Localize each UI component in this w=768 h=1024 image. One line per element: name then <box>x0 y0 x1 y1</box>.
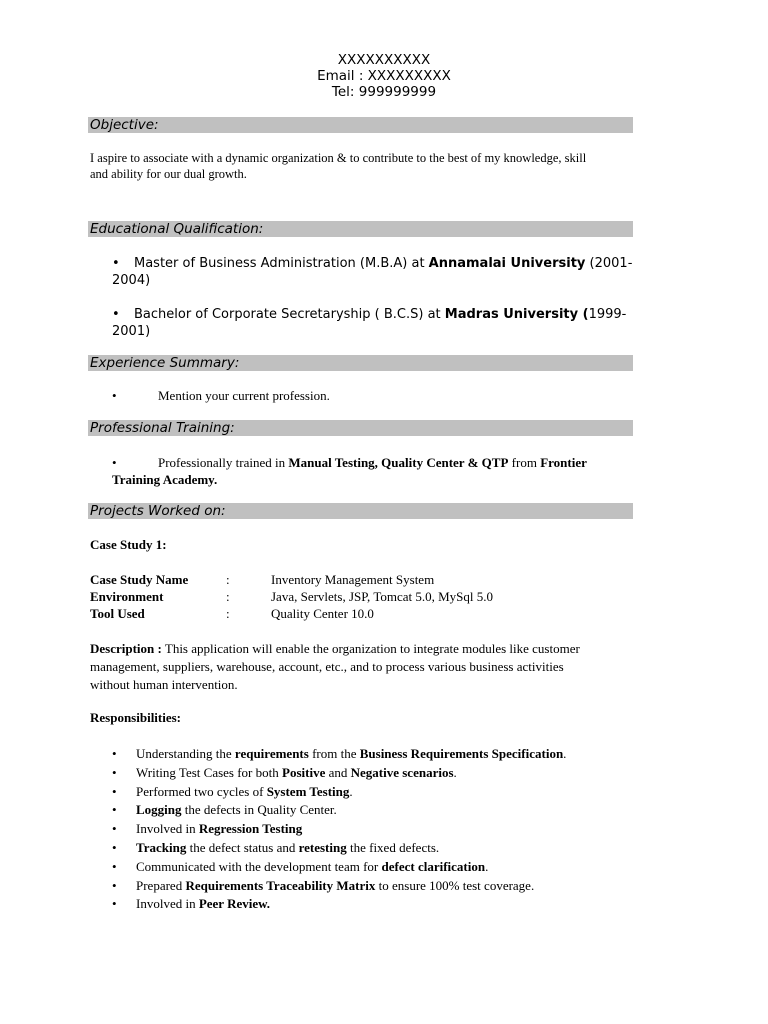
education-item-1 <box>112 255 682 289</box>
responsibilities-title: Responsibilities: <box>90 710 182 725</box>
objective-text <box>90 150 670 182</box>
resp-text: and <box>325 764 351 780</box>
list-item <box>112 801 672 820</box>
bullet-icon: • <box>112 783 117 799</box>
resp-text: Writing Test Cases for both <box>136 764 283 780</box>
resp-text: from the <box>308 746 360 761</box>
resp-bold: Negative scenarios <box>350 764 454 780</box>
candidate-email: Email : XXXXXXXXX <box>317 68 451 84</box>
education-years: 1999- <box>588 307 627 322</box>
section-projects-title: Projects Worked on: <box>88 503 633 519</box>
list-item <box>112 783 672 802</box>
bullet-icon: • <box>112 896 117 912</box>
section-experience-title: Experience Summary: <box>88 355 633 371</box>
description-label: Description : <box>90 641 162 656</box>
resp-bold: retesting <box>298 839 347 855</box>
resp-text: . <box>453 764 457 780</box>
training-institute-cont: Training Academy. <box>112 472 218 487</box>
bullet-icon: • <box>112 388 117 403</box>
education-years: (2001- <box>585 256 633 271</box>
bullet-icon: • <box>112 455 117 470</box>
list-item <box>112 877 672 896</box>
resp-bold: Positive <box>282 764 326 780</box>
resume-header <box>0 52 768 100</box>
resp-text: Understanding the <box>136 746 235 761</box>
section-training-title: Professional Training: <box>88 420 633 436</box>
resp-bold: System Testing <box>266 783 350 799</box>
list-item <box>112 839 672 858</box>
resp-bold: Requirements Traceability Matrix <box>185 877 376 893</box>
resp-text: . <box>563 746 567 761</box>
training-item <box>112 454 682 488</box>
bullet-icon: • <box>112 802 117 818</box>
field-separator: : <box>226 572 230 587</box>
training-institute: Frontier <box>540 455 587 470</box>
training-text: Professionally trained in <box>158 455 289 470</box>
resp-bold: Business Requirements Specification <box>359 746 564 761</box>
field-value: Java, Servlets, JSP, Tomcat 5.0, MySql 5.0 <box>271 589 494 604</box>
experience-text: Mention your current profession. <box>158 388 330 403</box>
section-objective-title: Objective: <box>88 117 633 133</box>
candidate-phone: Tel: 999999999 <box>331 84 437 100</box>
education-university: Madras University ( <box>444 307 589 322</box>
list-item <box>112 858 672 877</box>
description-line-1: This application will enable the organization to integrate modules like customer <box>161 641 580 656</box>
resp-bold: requirements <box>234 746 309 761</box>
resp-text: Prepared <box>136 877 186 893</box>
list-item <box>112 895 672 914</box>
bullet-icon: • <box>112 877 117 893</box>
resp-bold: Peer Review. <box>198 896 271 912</box>
resp-bold: Regression Testing <box>198 821 303 837</box>
bullet-icon: • <box>112 821 117 837</box>
description-line-2: management, suppliers, warehouse, account, etc., and to process various business activities <box>90 659 564 674</box>
field-label: Tool Used <box>90 606 145 621</box>
education-degree: Master of Business Administration (M.B.A) at <box>134 256 429 271</box>
project-description <box>90 640 670 694</box>
field-separator: : <box>226 606 230 621</box>
resp-text: the defects in Quality Center. <box>181 802 337 818</box>
resp-text: Involved in <box>136 896 199 912</box>
list-item <box>112 764 672 783</box>
experience-item <box>112 387 682 404</box>
education-degree: Bachelor of Corporate Secretaryship ( B.C.S) at <box>134 307 445 322</box>
resp-text: . <box>485 858 489 874</box>
education-years-end: 2001) <box>112 324 151 339</box>
education-item-2 <box>112 306 682 340</box>
resp-text: to ensure 100% test coverage. <box>375 877 535 893</box>
education-years-end: 2004) <box>112 273 151 288</box>
bullet-icon: • <box>112 746 117 761</box>
case-study-title: Case Study 1: <box>90 537 167 552</box>
resp-text: Communicated with the development team for <box>136 858 382 874</box>
list-item <box>112 820 672 839</box>
resp-bold: Tracking <box>136 839 187 855</box>
education-university: Annamalai University <box>428 256 586 271</box>
description-line-3: without human intervention. <box>90 677 238 692</box>
resp-text: Performed two cycles of <box>136 783 267 799</box>
bullet-icon: • <box>112 839 117 855</box>
objective-line-2: and ability for our dual growth. <box>90 167 247 181</box>
field-label: Environment <box>90 589 164 604</box>
resp-bold: Logging <box>136 802 182 818</box>
field-label: Case Study Name <box>90 572 189 587</box>
bullet-icon: • <box>112 256 120 271</box>
bullet-icon: • <box>112 307 120 322</box>
resp-text: . <box>349 783 353 799</box>
objective-line-1: I aspire to associate with a dynamic organization & to contribute to the best of my knowledge, skill <box>90 151 587 165</box>
resp-text: the defect status and <box>186 839 299 855</box>
candidate-name: XXXXXXXXXX <box>337 52 431 68</box>
section-education-title: Educational Qualification: <box>88 221 633 237</box>
bullet-icon: • <box>112 764 117 780</box>
resp-bold: defect clarification <box>381 858 486 874</box>
training-text-mid: from <box>508 455 541 470</box>
list-item <box>112 745 672 764</box>
field-separator: : <box>226 589 230 604</box>
responsibilities-list <box>112 745 672 914</box>
field-value: Inventory Management System <box>271 572 435 587</box>
resp-text: Involved in <box>136 821 199 837</box>
training-tools: Manual Testing, Quality Center & QTP <box>288 455 509 470</box>
resp-text: the fixed defects. <box>346 839 440 855</box>
field-value: Quality Center 10.0 <box>271 606 374 621</box>
bullet-icon: • <box>112 858 117 874</box>
